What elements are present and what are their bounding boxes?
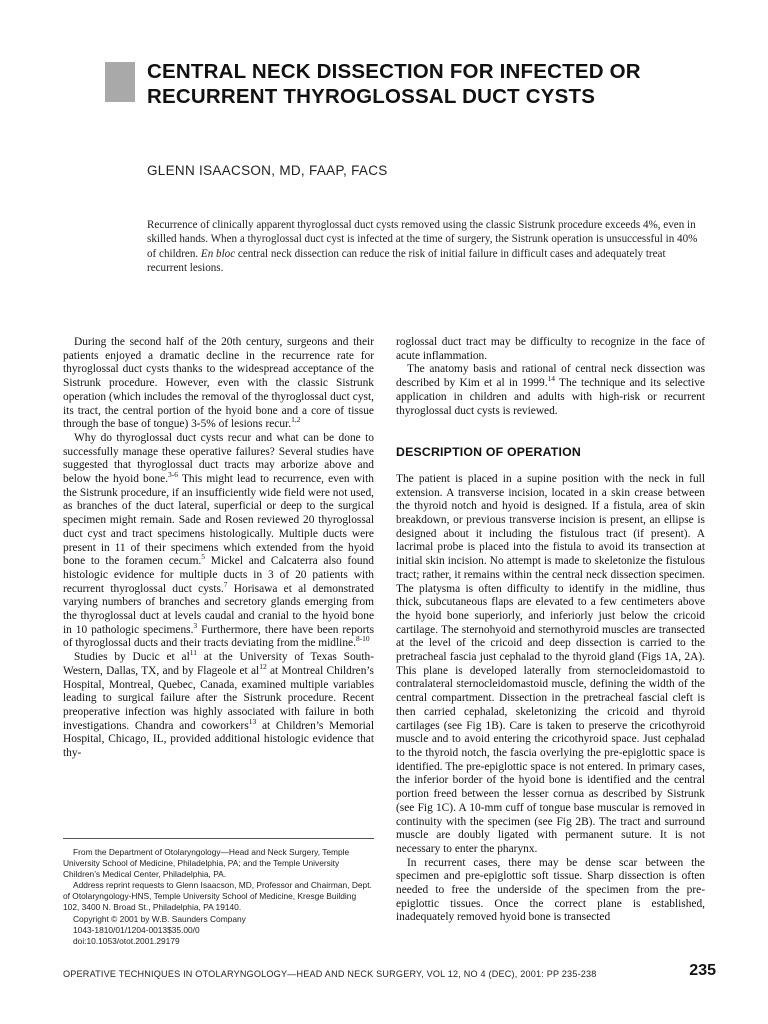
left-paragraph-3 (63, 648, 374, 761)
citation-sup: 3-6 (168, 470, 179, 480)
section-heading: DESCRIPTION OF OPERATION (396, 445, 581, 460)
text-run: at the University of Texas South-Western, Dallas, TX, and by Flageole et al (63, 651, 374, 677)
left-column (63, 336, 374, 761)
footnote-issn: 1043-1810/01/1204-0013$35.00/0 (73, 924, 200, 935)
journal-footer: OPERATIVE TECHNIQUES IN OTOLARYNGOLOGY—HEAD AND NECK SURGERY, VOL 12, NO 4 (DEC), 2001: PP 235-238 (63, 969, 597, 979)
footnotes (63, 847, 374, 947)
citation-sup: 1,2 (291, 415, 301, 425)
text-run: During the second half of the 20th century, surgeons and their patients enjoyed a dramatic decline in the recurrence rate for thyroglossal duct cysts thanks to the widespread acceptance of the Sistrunk procedure. However, even with the classic Sistrunk operation (which includes the removal of the thyroglossal duct cyst, its tract, the central portion of the hyoid bone and a core of tissue through the base of tongue) 3-5% of lesions recur. (63, 336, 374, 431)
text-run: The anatomy basis and rational of central neck dissection was described by Kim et al in 1999. (396, 363, 705, 390)
text-run: Studies by Ducic et al (74, 651, 190, 664)
right-column (396, 336, 705, 925)
footnote-affiliation: From the Department of Otolaryngology—Head and Neck Surgery, Temple University School of Medicine, Philadelphia, PA; and the Temple University Children’s Medical Center, Philadelphia, PA. (63, 847, 350, 880)
text-run: Why do thyroglossal duct cysts recur and what can be done to successfully manage these operative failures? Several studies have suggested that thyroglossal duct tracts may arborize above and below the hyoid bone. (63, 431, 374, 486)
text-run: Furthermore, there have been reports of thyroglossal ducts and their tracts deviating from the midline. (63, 623, 375, 650)
citation-sup: 8-10 (355, 634, 370, 644)
text-run: This might lead to recurrence, even with the Sistrunk procedure, if an insufficiently wide field were not used, as branches of the duct lateral, superficial or deep to the surgical specimen might remain. Sade and Rosen reviewed 20 thyroglossal duct cyst and tract specimens histologically. Multiple ducts were present in 11 of their specimens which extended from the hyoid bone to the foramen cecum. (63, 473, 374, 568)
right-paragraph-2 (396, 363, 705, 418)
abstract (147, 218, 702, 275)
citation-sup: 11 (189, 648, 197, 658)
citation-sup: 7 (223, 579, 228, 589)
text-run: Mickel and Calcaterra also found histologic evidence for multiple ducts in 3 of 20 patients with recurrent thyroglossal duct cysts. (63, 555, 375, 595)
citation-sup: 13 (248, 716, 257, 726)
citation-sup: 12 (259, 662, 267, 672)
text-run: The technique and its selective application in children and adults with high-risk or recurrent thyroglossal duct cysts is reviewed. (396, 377, 705, 417)
left-paragraph-1 (63, 336, 374, 432)
text-run: at Children’s Memorial Hospital, Chicago, IL, provided additional histologic evidence that thy- (63, 719, 374, 760)
citation-sup: 14 (547, 374, 556, 384)
abstract-text-b: central neck dissection can reduce the risk of initial failure in difficult cases and adequately treat recurrent lesions. (147, 247, 666, 274)
text-run: at Montreal Children’s Hospital, Montreal, Quebec, Canada, examined multiple variables leading to surgical failure after the Sistrunk procedure. Recent preoperative infection was highly associated with failure in both investigations. Chandra and coworkers (63, 664, 374, 732)
right-paragraph-1: roglossal duct tract may be difficulty to recognize in the face of acute inflammation. (396, 336, 705, 362)
left-paragraph-2 (63, 432, 374, 651)
article-title: CENTRAL NECK DISSECTION FOR INFECTED OR RECURRENT THYROGLOSSAL DUCT CYSTS (147, 60, 641, 108)
footnote-reprints: Address reprint requests to Glenn Isaacson, MD, Professor and Chairman, Dept. of Otolaryngology-HNS, Temple University School of Medicine, Kresge Building 102, 3400 N. Broad St., Philadelphia, PA 19140. (63, 880, 372, 913)
footnote-divider (63, 838, 374, 839)
footnote-doi: doi:10.1053/otot.2001.29179 (73, 935, 180, 946)
text-run: Horisawa et al demonstrated varying numbers of branches and secretory glands emerging from the thyroglossal duct at levels caudal and cranial to the hyoid bone in 10 pathologic specimens. (63, 582, 374, 636)
footnote-copyright: Copyright © 2001 by W.B. Saunders Company (73, 913, 246, 924)
right-paragraph-4: In recurrent cases, there may be dense scar between the specimen and pre-epiglottic soft tissue. Sharp dissection is often needed to free the underside of the specimen from the pre-epiglottic tissues. Once the correct plane is established, inadequately removed hyoid bone is transected (396, 856, 705, 924)
abstract-italic: En bloc (200, 247, 236, 260)
author-line: GLENN ISAACSON, MD, FAAP, FACS (147, 163, 388, 178)
page-number: 235 (689, 962, 716, 979)
citation-sup: 3 (193, 620, 198, 630)
citation-sup: 5 (201, 552, 206, 562)
right-paragraph-3: The patient is placed in a supine position with the neck in full extension. A transverse incision, located in a skin crease between the thyroid notch and hyoid is designed. If a fistula, area of skin breakdown, or previous transverse incision is present, an ellipse is designed about it including the fistulous tract (if present). A lacrimal probe is placed into the fistula to avoid its transection at initial skin incision. No attempt is made to skeletonize the fistulous tract; rather, it remains within the central neck dissection specimen. The platysma is often difficulty to identify in the midline, thus thick, subcutaneous flaps are elevated to a few centimeters above the hyoid bone superiorly, and inferiorly just below the cricoid cartilage. The sternohyoid and sternothyroid muscles are transected at the level of the cricoid and deep dissection is carried to the pretracheal fascia just cephalad to the thyroid gland (Figs 1A, 2A). This plane is developed laterally from sternocleidomastoid to contralateral sternocleidomastoid muscle, defining the width of the central compartment. Dissection in the pretracheal fascial cleft is then carried cephalad, skeletonizing the cricoid and thyroid cartilages (see Fig 1B). Care is taken to preserve the cricothyroid muscle and to avoid entering the cricothyroid space. Just cephalad to the thyroid notch, the fascia overlying the pre-epiglottic space is identified. The pre-epiglottic space is not entered. In primary cases, the inferior border of the hyoid bone is identified and the central portion freed between the lesser cornua as described by Sistrunk (see Fig 1C). A 10-mm cuff of tongue base muscular is removed in continuity with the specimen (see Fig 2B). The tract and surround muscle are doubly ligated with permanent suture. It is not necessary to enter the pharynx. (396, 472, 705, 855)
title-marker-block (105, 62, 135, 102)
abstract-text-a: Recurrence of clinically apparent thyroglossal duct cysts removed using the classic Sistrunk procedure exceeds 4%, even in skilled hands. When a thyroglossal duct cyst is infected at the time of surgery, the Sistrunk operation is unsuccessful in 40% of children. (147, 219, 698, 260)
